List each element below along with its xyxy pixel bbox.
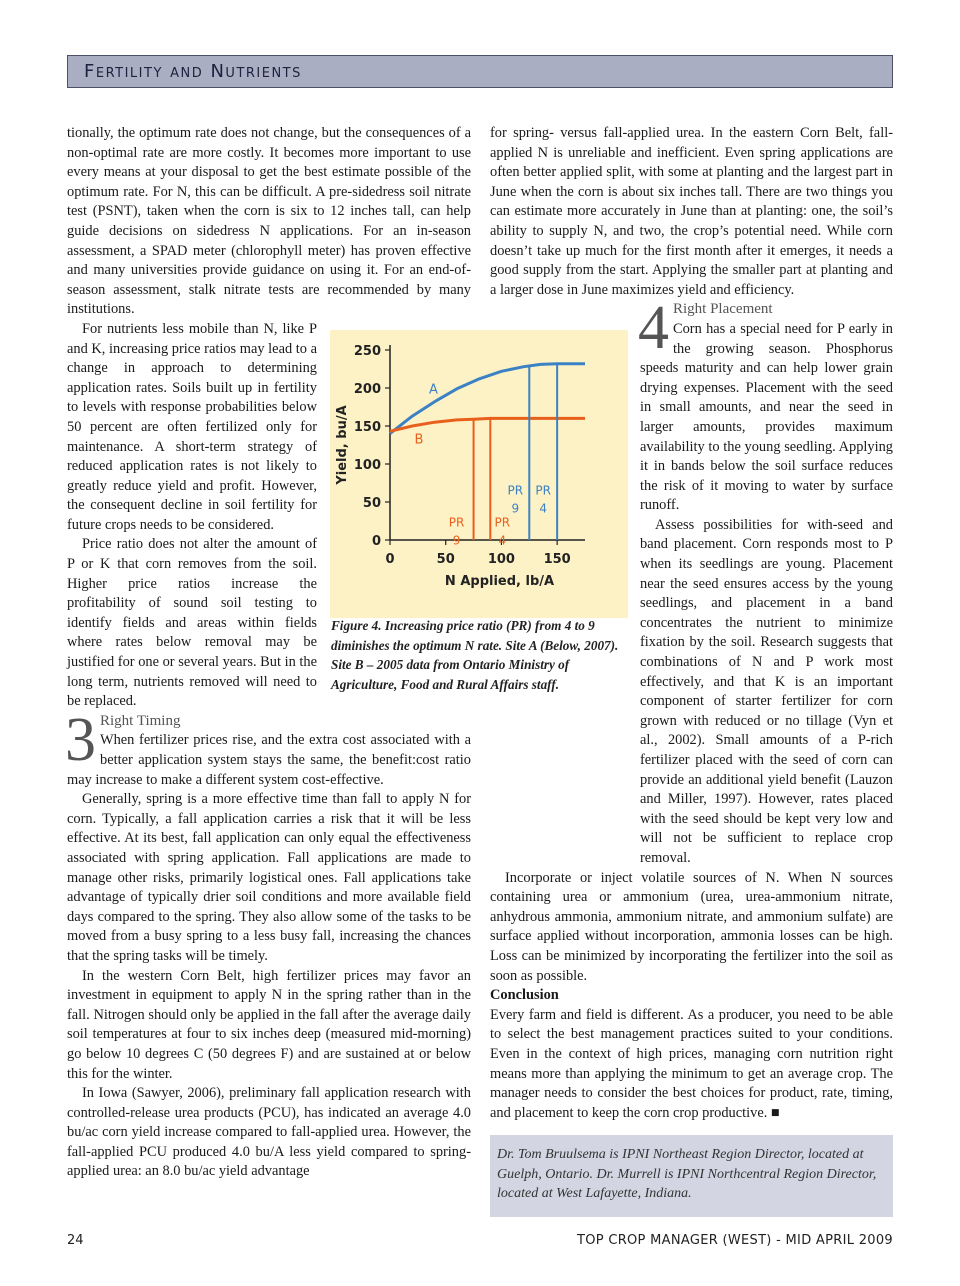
right-para-2: Assess possibilities for with-seed and band placement. Corn responds most to P when its seedlings are young. Placement near the seed ensures access by the young seedlings, and placement in a band concentrates the nutrient to minimize fixation by the soil. Research suggests that combinations of N and P work most effectively, and that K is an important component of starter fertilizer for corn grown with reduced or no tillage (Vyn et al., 2002). Small amounts of a P-rich fertilizer placed with the seed of corn can provide an additional yield benefit (Lauzon and Miller, 1997). However, rates placed with the seed should be kept very low and will not be sufficient to replace crop removal. — [640, 516, 893, 866]
section-3-dropcap: 3 — [65, 705, 96, 774]
section-3-intro: When fertilizer prices rise, and the extra cost associated with a better application system stays the same, the benefit:cost ratio may increase to make a different system cost-effective. — [67, 732, 471, 788]
pr-label: PR — [535, 483, 551, 498]
section-3-block — [65, 705, 471, 790]
section-4-dropcap: 4 — [638, 294, 669, 363]
y-tick-label: 50 — [362, 496, 381, 511]
conclusion-text: Every farm and field is different. As a producer, you need to be able to select the best management practices suited to your conditions. Even in the context of high prices, managing corn nutrition right means more than applying the minimum to get an average crop. The manager needs to consider the best choices for product, rate, timing, and placement to keep the corn crop productive. ■ — [490, 1006, 893, 1121]
y-tick-label: 200 — [353, 382, 381, 397]
section-3-title: Right Timing — [100, 712, 181, 729]
y-tick-label: 100 — [353, 458, 381, 473]
section-title: Fertility and Nutrients — [84, 61, 302, 82]
left-para-3: Price ratio does not alter the amount of P or K that corn removes from the soil. Higher price ratios increase the profitability of sound soil testing to identify fields and areas within fields where rates below removal may be justified for one or several years. But in the long term, nutrients removed will need to be replaced. — [67, 536, 317, 710]
pr-value: 9 — [452, 533, 461, 548]
figure-4-chart — [330, 330, 628, 618]
section-4-block — [638, 294, 893, 516]
y-axis-label: Yield, bu/A — [335, 405, 350, 485]
y-tick-label: 150 — [353, 420, 381, 435]
pr-value: 9 — [511, 501, 520, 516]
x-axis-label: N Applied, lb/A — [444, 574, 555, 589]
chart-svg — [330, 330, 628, 618]
series-label-a: A — [429, 382, 438, 398]
x-tick-label: 50 — [436, 552, 455, 567]
right-para-1: for spring- versus fall-applied urea. In the eastern Corn Belt, fall-applied N is unreliable and inefficient. Even spring applications are often better applied split, with some at planting and the largest part in June when the corn is about six inches tall. There are two things you can estimate more accurately in June than at planting: one, the soil’s ability to supply N, and two, the crop’s potential need. While corn doesn’t take up much for the first month after it emerges, it needs a good supply from the start. Applying the smaller part at planting and a larger dose in June maximizes yield and efficiency. — [490, 125, 893, 298]
figure-caption: Figure 4. Increasing price ratio (PR) from 4 to 9 diminishes the optimum N rate. Site A (Below, 2007). Site B – 2005 data from Ontario Ministry of Agriculture, Food and Rural Affairs staff. — [331, 618, 619, 692]
page-number: 24 — [67, 1233, 84, 1248]
section-4-title: Right Placement — [673, 301, 773, 318]
y-tick-label: 250 — [353, 344, 381, 359]
conclusion-title: Conclusion — [490, 987, 559, 1004]
pr-value: 4 — [498, 533, 507, 548]
series-label-b: B — [414, 432, 424, 448]
left-para-4: Generally, spring is a more effective time than fall to apply N for corn. Typically, a fall application carries a risk that it will be less effective. At its best, fall application can only equal the effectiveness associated with spring application. Fall applications are made to manage other risks, primarily logistical ones. Fall applications take advantage of typically drier soil conditions and more available field days compared to the spring. They also allow some of the tasks to be moved from a busy spring to a less busy fall, increasing the chances that the spring tasks will be timely. — [67, 791, 471, 964]
pr-label: PR — [507, 483, 524, 498]
section-header-bar — [67, 55, 893, 88]
x-tick-label: 100 — [487, 552, 515, 567]
left-para-6: In Iowa (Sawyer, 2006), preliminary fall application research with controlled-release urea products (PCU), has indicated an average 4.0 bu/ac corn yield increase compared to fall-applied urea. However, the fall-applied PCU produced 4.0 bu/A less yield compared to spring-applied urea: an 8.0 bu/ac yield advantage — [67, 1085, 471, 1180]
pr-value: 4 — [539, 501, 547, 516]
left-para-2: For nutrients less mobile than N, like P and K, increasing price ratios may lead to a change in approach to determining application rates. Soils built up in fertility to levels with response probabilities below 50 percent are often fertilized only for maintenance. A short-term strategy of reduced application rates is not likely to greatly reduce yield and profit. However, the consequent decline in soil fertility for future crops needs to be considered. — [67, 320, 317, 533]
section-4-intro: Corn has a special need for P early in the growing season. Phosphorus speeds maturity and can help lower grain drying expenses. Placement with the seed in small amounts, and near the seed in larger amounts, provides maximum availability to the young seedling. Applying it in bands below the soil surface reduces the risk of it moving to water by surface runoff. — [640, 320, 893, 514]
left-para-1: tionally, the optimum rate does not change, but the consequences of a non-optimal rate are more costly. It becomes more important to use every means at your disposal to get the best estimate possible of the optimum rate. For N, this can be difficult. A pre-sidedress soil nitrate test (PSNT), taken when the corn is six to 12 inches tall, can help guide decisions on sidedress N applications. For an in-season assessment, a SPAD meter (chlorophyll meter) has proven effective and many universities provide guidance on using it. For an end-of-season assessment, stalk nitrate tests are recommended by many institutions. — [67, 125, 471, 318]
pr-label: PR — [494, 515, 511, 530]
left-para-5: In the western Corn Belt, high fertilizer prices may favor an investment in equipment to apply N in the spring rather than in the fall. Nitrogen should only be applied in the fall after the average daily soil temperatures at four to six inches deep (measured mid-morning) go below 10 degrees C (50 degrees F) and are sustained at or below this for the winter. — [67, 967, 471, 1082]
right-para-3: Incorporate or inject volatile sources of N. When N sources containing urea or ammonium (urea, urea-ammonium nitrate, anhydrous ammonia, ammonium nitrate, and ammonium sulfate) are surface applied without incorporation, ammonia losses can be high. Loss can be minimized by incorporating the fertilizer into the soil as soon as possible. — [490, 869, 893, 984]
publication-footer: TOP CROP MANAGER (WEST) - MID APRIL 2009 — [576, 1233, 893, 1248]
author-bio-box — [490, 1135, 893, 1217]
pr-label: PR — [448, 515, 465, 530]
x-tick-label: 0 — [385, 552, 395, 567]
y-tick-label: 0 — [371, 534, 381, 549]
author-bio-text: Dr. Tom Bruulsema is IPNI Northeast Region Director, located at Guelph, Ontario. Dr. Murrell is IPNI Northcentral Region Director, located at West Lafayette, Indiana. — [497, 1147, 877, 1202]
x-tick-label: 150 — [543, 552, 571, 567]
